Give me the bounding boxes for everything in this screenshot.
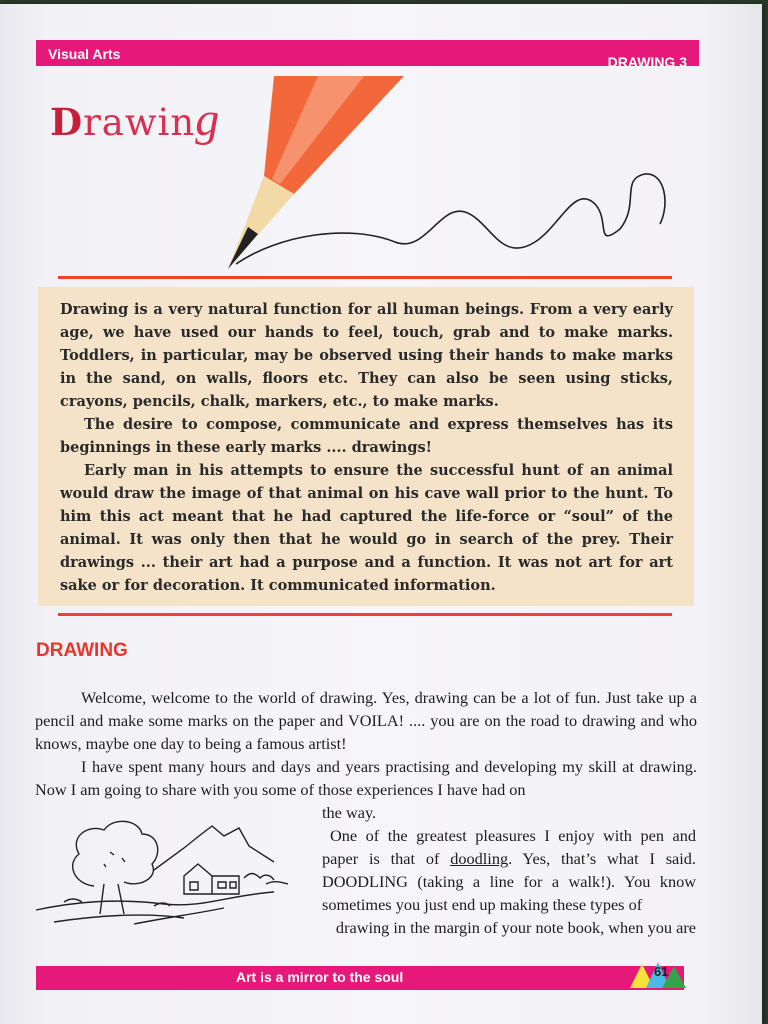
title-middle: rawin xyxy=(83,101,196,144)
title-final: g xyxy=(195,93,221,146)
body-paragraph-1: Welcome, welcome to the world of drawing. Yes, drawing can be a lot of fun. Just take up a pencil and make some marks on the paper and VOILA! .... you are on the road to drawing and who knows, maybe one day to being a famous artist! xyxy=(35,688,697,753)
paragraph-3-start: One of the greatest pleasures I enjoy with pen and paper is that of xyxy=(322,826,696,868)
page-title xyxy=(50,92,220,147)
paragraph-3-rest: . Yes, that’s what I said. DOODLING (taking a line for a walk!). You know sometimes you just end up making these types of xyxy=(322,849,697,914)
textbook-page xyxy=(0,4,762,1024)
intro-paragraph-1: Drawing is a very natural function for all human beings. From a very early age, we have used our hands to feel, touch, grab and to make marks. Toddlers, in particular, may be observed using their hands to make marks in the sand, on walls, floors etc. They can also be seen using sticks, crayons, pencils, chalk, markers, etc., to make marks. xyxy=(60,301,673,410)
intro-paragraph-3: Early man in his attempts to ensure the successful hunt of an animal would draw the image of that animal on his cave wall prior to the hunt. To him this act meant that he had captured the life-force or “soul” of the animal. It was only then that he would go in search of the prey. Their drawings ... their art had a purpose and a function. It was not art for art sake or for decoration. It communicated information. xyxy=(60,462,673,594)
body-paragraph-2: I have spent many hours and days and years practising and developing my skill at drawing. Now I am going to share with you some of those experiences I have had on xyxy=(35,757,697,799)
divider-top xyxy=(58,276,672,279)
body-paragraph-2-end: the way. xyxy=(322,803,377,822)
header-bar xyxy=(36,40,699,70)
body-paragraph-3-end: drawing in the margin of your note book, when you are xyxy=(335,918,696,937)
pencil-illustration xyxy=(200,64,700,284)
page-number: 61 xyxy=(654,964,669,979)
section-heading: DRAWING xyxy=(36,640,128,661)
page-number-badge xyxy=(628,958,688,992)
section-label: Visual Arts xyxy=(48,46,121,62)
doodling-word: doodling xyxy=(450,849,509,868)
body-paragraph-3 xyxy=(322,824,696,916)
body-text xyxy=(35,686,697,801)
intro-paragraph-2: The desire to compose, communicate and express themselves has its beginnings in these early marks .... drawings! xyxy=(60,416,673,456)
footer-motto: Art is a mirror to the soul xyxy=(236,969,404,985)
divider-bottom xyxy=(58,613,672,616)
intro-panel xyxy=(38,287,694,606)
footer-bar xyxy=(36,966,684,990)
title-initial: D xyxy=(50,100,84,144)
doodle-landscape-sketch xyxy=(34,806,314,931)
chapter-label: DRAWING 3 xyxy=(607,54,687,70)
body-right-column xyxy=(322,801,696,939)
